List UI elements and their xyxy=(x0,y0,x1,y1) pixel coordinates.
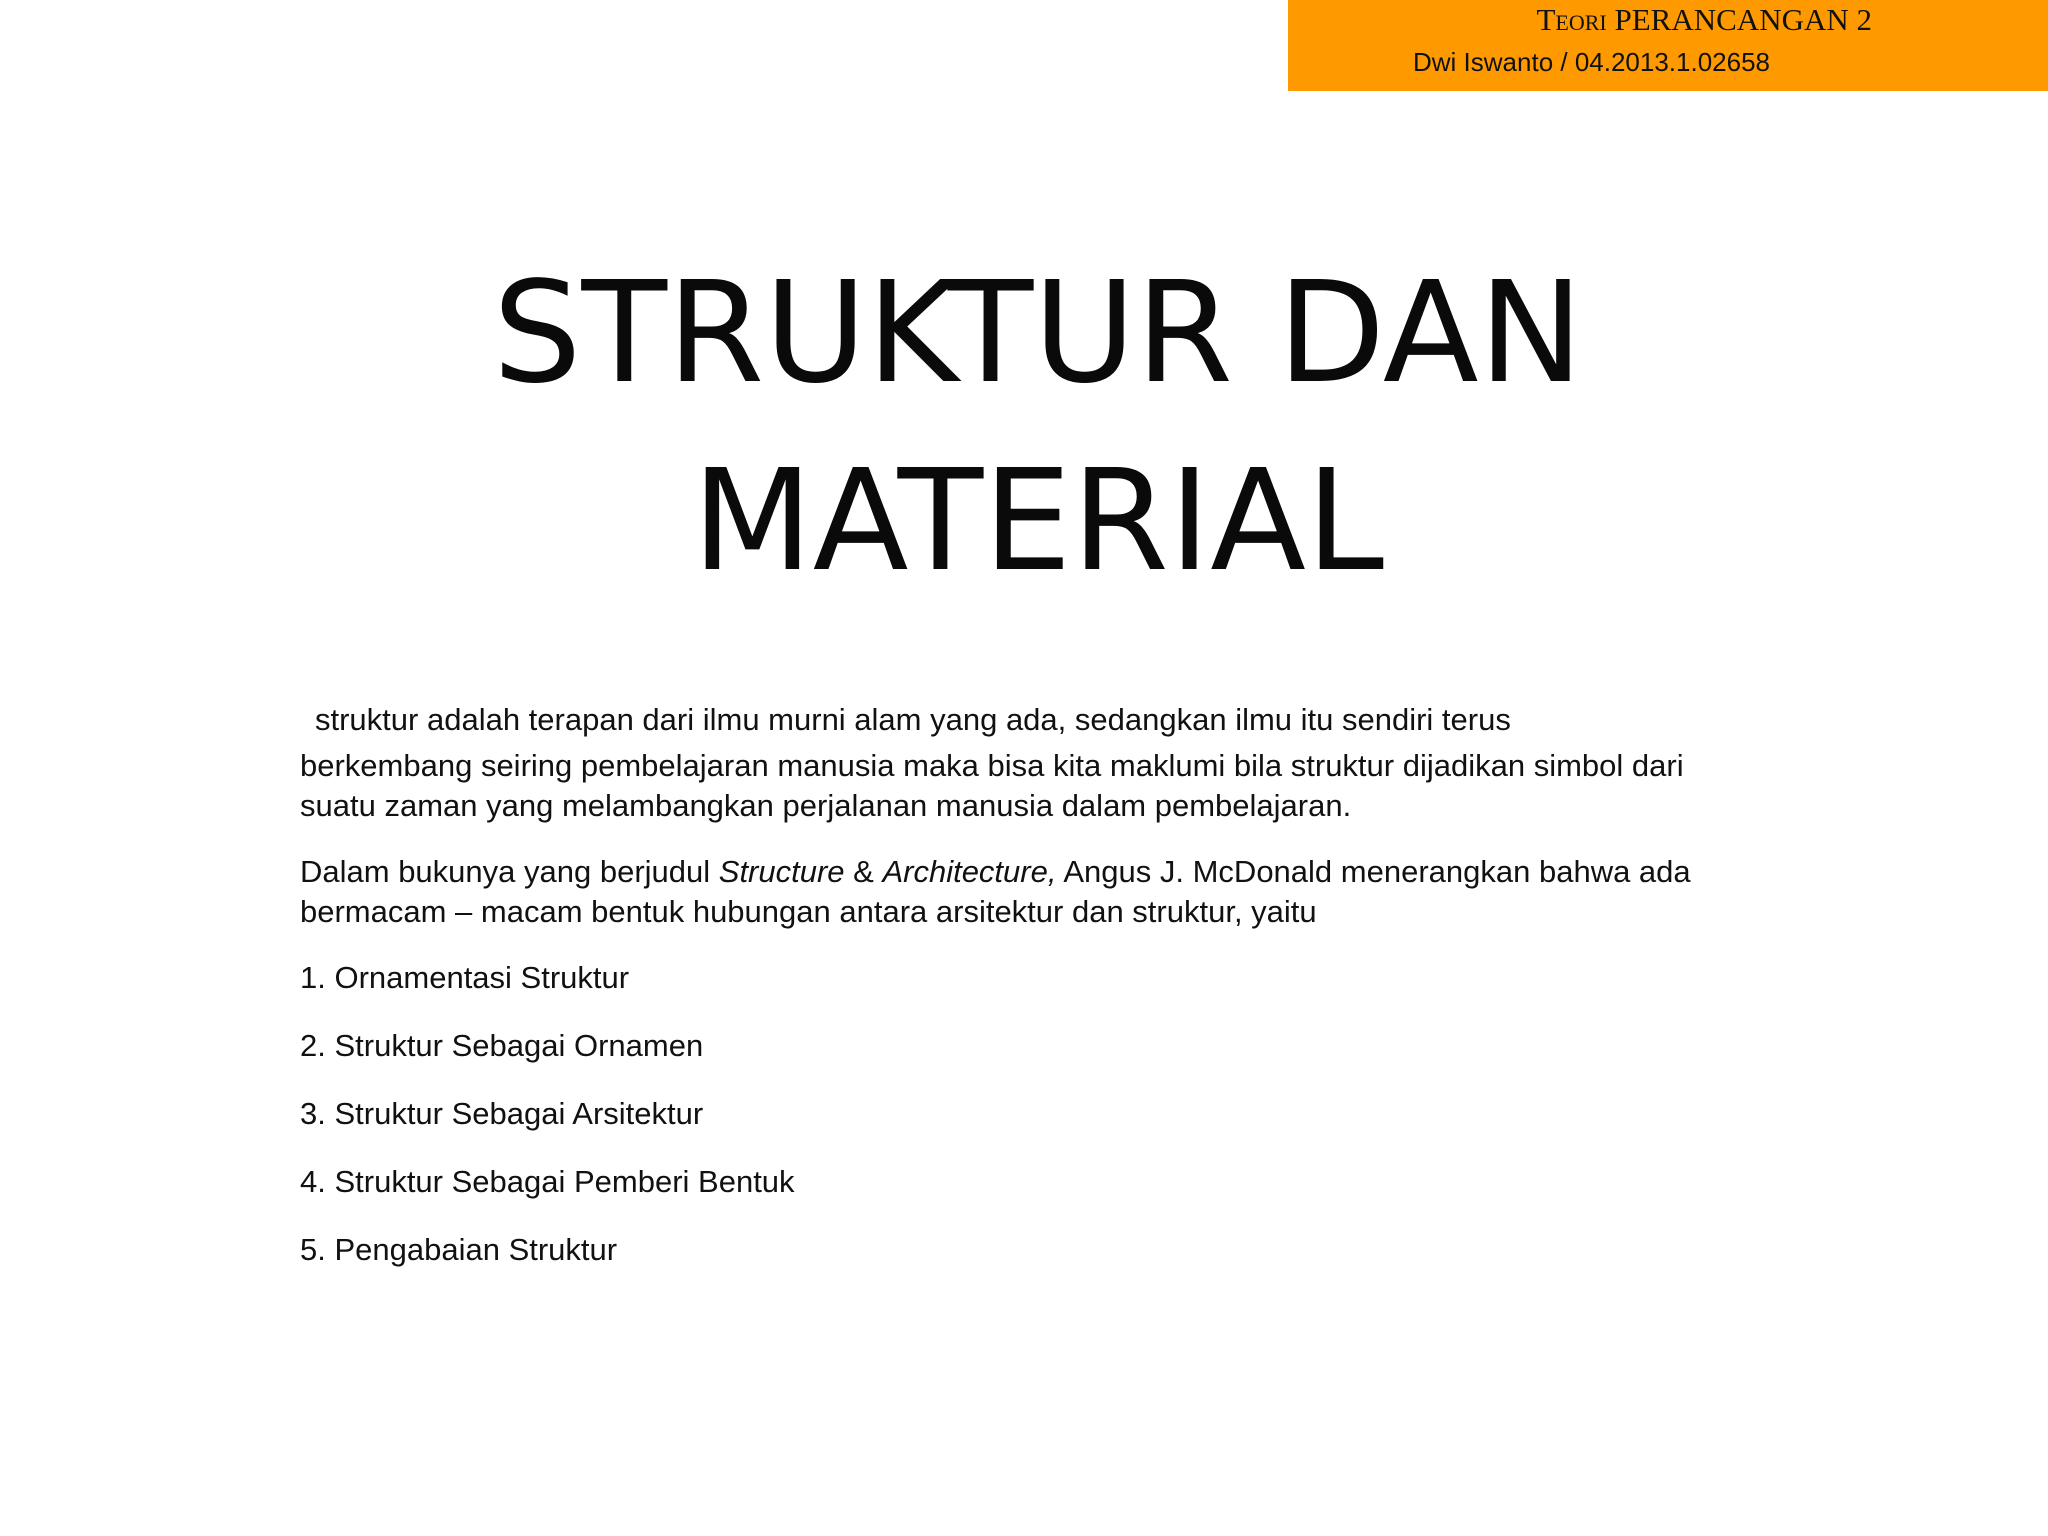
list-item: 3. Struktur Sebagai Arsitektur xyxy=(300,1096,704,1131)
book-title-structure: Structure xyxy=(718,854,845,889)
list-item: 5. Pengabaian Struktur xyxy=(300,1232,618,1267)
paragraph-2-prefix: Dalam bukunya yang berjudul xyxy=(300,854,719,889)
list-item: 1. Ornamentasi Struktur xyxy=(300,960,630,995)
slide-title xyxy=(200,240,1876,616)
header-subtitle: Dwi Iswanto / 04.2013.1.02658 xyxy=(1413,47,1771,77)
paragraph-2-line-2: bermacam – macam bentuk hubungan antara arsitektur dan struktur, yaitu xyxy=(300,894,1317,929)
paragraph-2-line-1 xyxy=(300,852,1820,892)
slide-title-line-1: STRUKTUR DAN xyxy=(492,252,1584,415)
list-item: 4. Struktur Sebagai Pemberi Bentuk xyxy=(300,1164,795,1199)
header-title: Teori PERANCANGAN 2 xyxy=(1536,2,1872,37)
paragraph-2-ampersand: & xyxy=(844,854,883,889)
paragraph-1-line-3: suatu zaman yang melambangkan perjalanan manusia dalam pembelajaran. xyxy=(300,788,1352,823)
slide-body xyxy=(300,700,1820,1270)
slide-title-line-2: MATERIAL xyxy=(691,440,1384,603)
paragraph-1-line-2: berkembang seiring pembelajaran manusia maka bisa kita maklumi bila struktur dijadikan simbol dari xyxy=(300,748,1684,783)
list-item: 2. Struktur Sebagai Ornamen xyxy=(300,1028,704,1063)
paragraph-1-line-1: struktur adalah terapan dari ilmu murni alam yang ada, sedangkan ilmu itu sendiri terus xyxy=(315,702,1511,737)
paragraph-2-suffix: Angus J. McDonald menerangkan bahwa ada xyxy=(1056,854,1691,889)
header-banner xyxy=(1288,0,2048,91)
book-title-architecture: Architecture, xyxy=(882,854,1057,889)
